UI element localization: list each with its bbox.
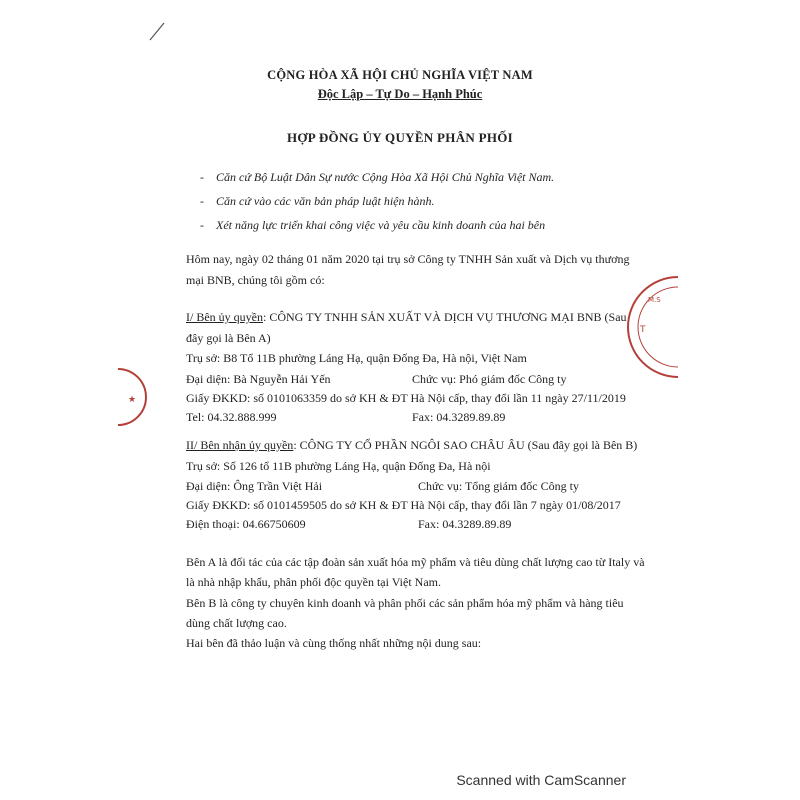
- party-a-name-continued: đây gọi là Bên A): [186, 331, 271, 345]
- party-a-license: Giấy ĐKKD: số 0101063359 do sở KH & ĐT Hà Nội cấp, thay đổi lần 11 ngày 27/11/2019: [186, 391, 626, 405]
- party-a-heading: I/ Bên ủy quyền: CÔNG TY TNHH SẢN XUẤT VÀ DỊCH VỤ THƯƠNG MẠI BNB (Sau: [186, 310, 627, 324]
- party-a-address: Trụ sở: B8 Tổ 11B phường Láng Hạ, quận Đống Đa, Hà nội, Việt Nam: [186, 351, 527, 365]
- intro-line: mại BNB, chúng tôi gồm có:: [186, 273, 325, 287]
- party-b-license: Giấy ĐKKD: số 0101459505 do sở KH & ĐT Hà Nội cấp, thay đổi lần 7 ngày 01/08/2017: [186, 498, 621, 512]
- national-header: CỘNG HÒA XÃ HỘI CHỦ NGHĨA VIỆT NAM: [267, 68, 533, 82]
- party-b-phone: Điện thoại: 04.66750609: [186, 517, 306, 531]
- document-title: HỢP ĐỒNG ỦY QUYỀN PHÂN PHỐI: [286, 130, 514, 145]
- national-motto: Độc Lập – Tự Do – Hạnh Phúc: [317, 87, 483, 101]
- party-a-representative: Đại diện: Bà Nguyễn Hải Yến: [186, 372, 331, 386]
- svg-text:T: T: [640, 325, 646, 335]
- closing-line: là nhà nhập khẩu, phân phối độc quyền tại Việt Nam.: [186, 575, 441, 589]
- party-a-fax: Fax: 04.3289.89.89: [412, 410, 506, 424]
- stamp-right-icon: [618, 272, 678, 382]
- legal-basis-item: - Căn cứ vào các văn bản pháp luật hiện hành.: [200, 194, 435, 208]
- party-b-address: Trụ sở: Số 126 tổ 11B phường Láng Hạ, quận Đống Đa, Hà nội: [186, 459, 491, 473]
- svg-text:M.S: M.S: [648, 296, 661, 304]
- party-a-position: Chức vụ: Phó giám đốc Công ty: [412, 372, 567, 386]
- intro-line: Hôm nay, ngày 02 tháng 01 năm 2020 tại trụ sở Công ty TNHH Sản xuất và Dịch vụ thương: [186, 252, 630, 266]
- pen-mark-icon: [148, 20, 168, 42]
- closing-line: Hai bên đã thảo luận và cùng thống nhất những nội dung sau:: [186, 636, 482, 650]
- closing-line: dùng chất lượng cao.: [186, 616, 287, 630]
- closing-line: Bên B là công ty chuyên kinh doanh và phân phối các sản phẩm hóa mỹ phẩm và hàng tiêu: [186, 596, 624, 610]
- stamp-left-icon: [118, 362, 148, 432]
- svg-text:★: ★: [128, 395, 137, 405]
- party-b-fax: Fax: 04.3289.89.89: [418, 517, 512, 531]
- party-b-representative: Đại diện: Ông Trần Việt Hải: [186, 479, 323, 493]
- closing-line: Bên A là đối tác của các tập đoàn sản xuất hóa mỹ phẩm và tiêu dùng chất lượng cao từ Italy và: [186, 555, 645, 569]
- party-b-position: Chức vụ: Tổng giám đốc Công ty: [418, 479, 579, 493]
- legal-basis-item: - Xét năng lực triển khai công việc và yêu cầu kinh doanh của hai bên: [200, 218, 546, 232]
- party-b-heading: II/ Bên nhận ủy quyền: CÔNG TY CỔ PHẦN NGÔI SAO CHÂU ÂU (Sau đây gọi là Bên B): [186, 438, 638, 452]
- legal-basis-item: - Căn cứ Bộ Luật Dân Sự nước Cộng Hòa Xã Hội Chủ Nghĩa Việt Nam.: [200, 170, 555, 184]
- camscanner-watermark: Scanned with CamScanner: [456, 772, 626, 788]
- party-a-phone: Tel: 04.32.888.999: [186, 410, 277, 424]
